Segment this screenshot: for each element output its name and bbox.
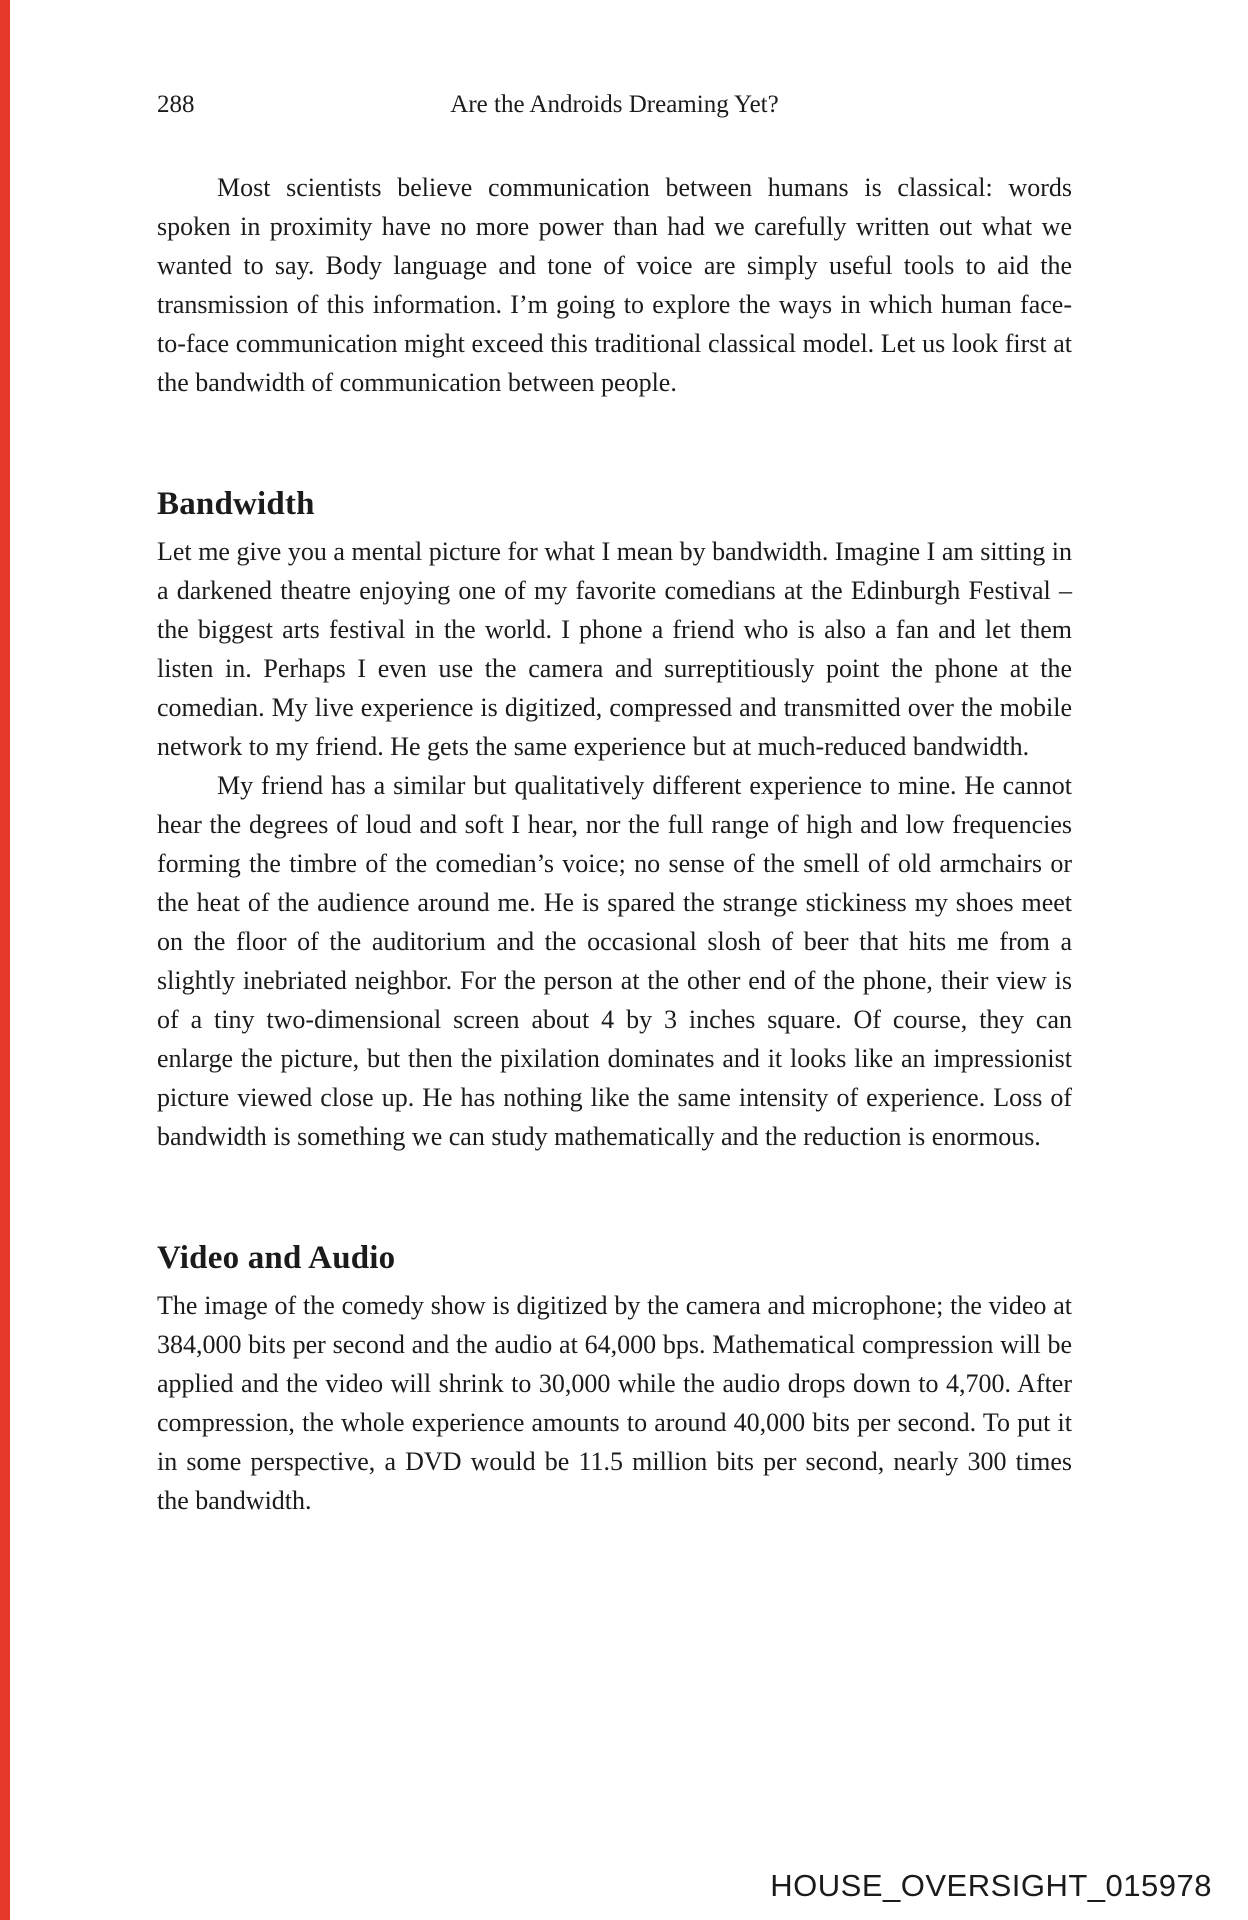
running-title: Are the Androids Dreaming Yet? bbox=[450, 91, 779, 118]
intro-paragraph: Most scientists believe communication between humans is classical: words spoken in proximity have no more power than had we carefully written out what we wanted to say. Body language and tone of voice are simply useful tools to aid the transmission of this information. I’m going to explore the ways in which human face-to-face communication might exceed this traditional classical model. Let us look first at the bandwidth of communication between people. bbox=[157, 173, 1072, 397]
page-body bbox=[157, 168, 1072, 1520]
video-audio-paragraph-1: The image of the comedy show is digitized by the camera and microphone; the video at 384,000 bits per second and the audio at 64,000 bps. Mathematical compression will be applied and the video will shrink to 30,000 while the audio drops down to 4,700. After compression, the whole experience amounts to around 40,000 bits per second. To put it in some perspective, a DVD would be 11.5 million bits per second, nearly 300 times the bandwidth. bbox=[157, 1291, 1072, 1515]
section-heading-video-and-audio: Video and Audio bbox=[157, 1240, 396, 1276]
section-heading-bandwidth: Bandwidth bbox=[157, 486, 315, 522]
scan-edge-strip bbox=[0, 0, 10, 1920]
section-bandwidth bbox=[157, 482, 1072, 1156]
bandwidth-paragraph-1: Let me give you a mental picture for what I mean by bandwidth. Imagine I am sitting in a darkened theatre enjoying one of my favorite comedians at the Edinburgh Festival – the biggest arts festival in the world. I phone a friend who is also a fan and let them listen in. Perhaps I even use the camera and surreptitiously point the phone at the comedian. My live experience is digitized, compressed and transmitted over the mobile network to my friend. He gets the same experience but at much-reduced bandwidth. bbox=[157, 537, 1072, 761]
page-header bbox=[157, 0, 1072, 120]
bates-stamp: HOUSE_OVERSIGHT_015978 bbox=[770, 1868, 1212, 1903]
bandwidth-paragraph-2: My friend has a similar but qualitatively different experience to mine. He cannot hear the degrees of loud and soft I hear, nor the full range of high and low frequencies forming the timbre of the comedian’s voice; no sense of the smell of old armchairs or the heat of the audience around me. He is spared the strange stickiness my shoes meet on the floor of the auditorium and the occasional slosh of beer that hits me from a slightly inebriated neighbor. For the person at the other end of the phone, their view is of a tiny two-dimensional screen about 4 by 3 inches square. Of course, they can enlarge the picture, but then the pixilation dominates and it looks like an impressionist picture viewed close up. He has nothing like the same intensity of experience. Loss of bandwidth is something we can study mathematically and the reduction is enormous. bbox=[157, 771, 1072, 1151]
section-video-and-audio bbox=[157, 1236, 1072, 1520]
page-number: 288 bbox=[157, 91, 195, 118]
